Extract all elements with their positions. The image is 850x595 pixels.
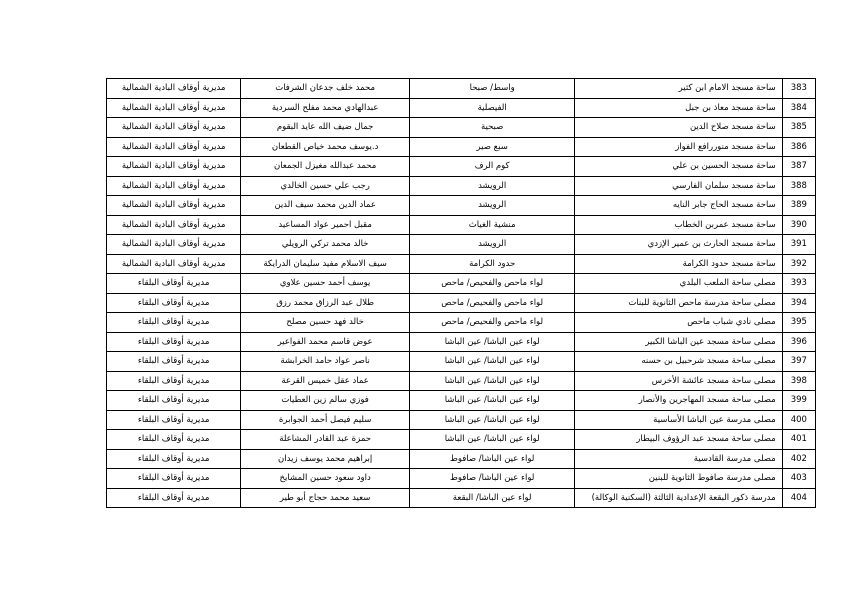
table-row [107,332,816,352]
directorate-cell: مديرية أوقاف البلقاء [107,449,241,469]
location-cell: لواء عين الباشا/ البقعة [409,488,574,508]
table-row [107,254,816,274]
directorate-cell: مديرية أوقاف البلقاء [107,391,241,411]
directorate-cell: مديرية أوقاف البلقاء [107,293,241,313]
responsible-person-cell: محمد عبدالله مغيزل الجمعان [241,157,410,177]
responsible-person-cell: محمد خلف جدعان الشرفات [241,79,410,99]
row-number-cell: 399 [782,391,815,411]
site-name-cell: مصلى ساحة مدرسة ماحص الثانوية للبنات [575,293,782,313]
site-name-cell: ساحة مسجد صلاح الدين [575,118,782,138]
table-row [107,137,816,157]
row-number-cell: 393 [782,274,815,294]
responsible-person-cell: جمال ضيف الله عايد البقوم [241,118,410,138]
location-cell: سبع صير [409,137,574,157]
responsible-person-cell: داود سعود حسين المشايخ [241,469,410,489]
table-row [107,235,816,255]
row-number-cell: 396 [782,332,815,352]
table-row [107,391,816,411]
location-cell: لواء عين الباشا/ عين الباشا [409,371,574,391]
responsible-person-cell: د.يوسف محمد خياص القطعان [241,137,410,157]
site-name-cell: ساحة مسجد معاذ بن جبل [575,98,782,118]
row-number-cell: 385 [782,118,815,138]
table-row [107,430,816,450]
responsible-person-cell: عماد الدين محمد سيف الدين [241,196,410,216]
table-row [107,157,816,177]
directorate-cell: مديرية أوقاف البلقاء [107,430,241,450]
location-cell: لواء عين الباشا/ عين الباشا [409,410,574,430]
location-cell: لواء عين الباشا/ عين الباشا [409,391,574,411]
site-name-cell: مصلى ساحة مسجد المهاجرين والأنصار [575,391,782,411]
directorate-cell: مديرية أوقاف البادية الشمالية [107,235,241,255]
site-name-cell: مصلى مدرسة صافوط الثانوية للبنين [575,469,782,489]
location-cell: لواء ماحص والفحيص/ ماحص [409,274,574,294]
row-number-cell: 383 [782,79,815,99]
location-cell: لواء ماحص والفحيص/ ماحص [409,313,574,333]
row-number-cell: 403 [782,469,815,489]
site-name-cell: مصلى نادي شباب ماحص [575,313,782,333]
site-name-cell: مصلى مدرسة عين الباشا الأساسية [575,410,782,430]
row-number-cell: 384 [782,98,815,118]
row-number-cell: 395 [782,313,815,333]
location-cell: لواء عين الباشا/ عين الباشا [409,430,574,450]
responsible-person-cell: فوزي سالم زين العطيات [241,391,410,411]
table-row [107,176,816,196]
site-name-cell: ساحة مسجد سلمان الفارسي [575,176,782,196]
responsible-person-cell: سعيد محمد حجاج أبو طير [241,488,410,508]
table-row [107,274,816,294]
responsible-person-cell: مقبل احمير عواد المساعيد [241,215,410,235]
responsible-person-cell: إبراهيم محمد يوسف زيدان [241,449,410,469]
directorate-cell: مديرية أوقاف البادية الشمالية [107,157,241,177]
site-name-cell: مصلى ساحة مسجد عبد الرؤوف البيطار [575,430,782,450]
location-cell: كوم الرف [409,157,574,177]
site-name-cell: ساحة مسجد الحسين بن علي [575,157,782,177]
site-name-cell: مصلى ساحة مسجد عائشة الأخرس [575,371,782,391]
location-cell: لواء عين الباشا/ عين الباشا [409,332,574,352]
directorate-cell: مديرية أوقاف البلقاء [107,371,241,391]
directorate-cell: مديرية أوقاف البادية الشمالية [107,79,241,99]
table-row [107,196,816,216]
directorate-cell: مديرية أوقاف البادية الشمالية [107,254,241,274]
location-cell: حدود الكرامة [409,254,574,274]
location-cell: منشية الغياث [409,215,574,235]
responsible-person-cell: يوسف أحمد حسين علاوي [241,274,410,294]
directorate-cell: مديرية أوقاف البادية الشمالية [107,137,241,157]
site-name-cell: ساحة مسجد الامام ابن كثير [575,79,782,99]
table-row [107,352,816,372]
directorate-cell: مديرية أوقاف البادية الشمالية [107,215,241,235]
table-row [107,488,816,508]
directorate-cell: مديرية أوقاف البادية الشمالية [107,98,241,118]
site-name-cell: مصلى ساحة مسجد عين الباشا الكبير [575,332,782,352]
location-cell: الفيصلية [409,98,574,118]
table-row [107,313,816,333]
responsible-person-cell: خالد محمد تركي الرويلي [241,235,410,255]
responsible-person-cell: خالد فهد حسين مصلح [241,313,410,333]
directorate-cell: مديرية أوقاف البلقاء [107,313,241,333]
row-number-cell: 389 [782,196,815,216]
row-number-cell: 387 [782,157,815,177]
table-row [107,118,816,138]
table-row [107,371,816,391]
responsible-person-cell: عوض قاسم محمد الفواعير [241,332,410,352]
row-number-cell: 404 [782,488,815,508]
table-row [107,79,816,99]
directorate-cell: مديرية أوقاف البلقاء [107,410,241,430]
row-number-cell: 386 [782,137,815,157]
table-row [107,449,816,469]
site-name-cell: مصلى ساحة مسجد شرحبيل بن حسنه [575,352,782,372]
directorate-cell: مديرية أوقاف البلقاء [107,488,241,508]
site-name-cell: ساحة مسجد الحاج جابر النايه [575,196,782,216]
site-name-cell: ساحة مسجد حدود الكرامة [575,254,782,274]
table-body [107,79,816,508]
table-row [107,215,816,235]
table-row [107,98,816,118]
responsible-person-cell: عماد عقل خميس القرعة [241,371,410,391]
responsible-person-cell: حمزة عبد القادر المشاعلة [241,430,410,450]
responsible-person-cell: عبدالهادي محمد مفلح السردية [241,98,410,118]
site-name-cell: ساحة مسجد منوررافع الفواز [575,137,782,157]
directorate-cell: مديرية أوقاف البادية الشمالية [107,176,241,196]
site-name-cell: مصلى مدرسة القادسية [575,449,782,469]
location-cell: لواء عين الباشا/ صافوط [409,449,574,469]
directorate-cell: مديرية أوقاف البلقاء [107,274,241,294]
row-number-cell: 392 [782,254,815,274]
location-cell: الرويشد [409,196,574,216]
location-cell: الرويشد [409,235,574,255]
mosques-table [106,78,816,508]
table-row [107,293,816,313]
location-cell: الرويشد [409,176,574,196]
directorate-cell: مديرية أوقاف البلقاء [107,332,241,352]
row-number-cell: 394 [782,293,815,313]
location-cell: لواء ماحص والفحيص/ ماحص [409,293,574,313]
row-number-cell: 390 [782,215,815,235]
directorate-cell: مديرية أوقاف البادية الشمالية [107,196,241,216]
directorate-cell: مديرية أوقاف البلقاء [107,352,241,372]
site-name-cell: مدرسة ذكور البقعة الإعدادية الثالثة (السكنية الوكالة) [575,488,782,508]
directorate-cell: مديرية أوقاف البلقاء [107,469,241,489]
responsible-person-cell: رجب علي حسين الخالدي [241,176,410,196]
responsible-person-cell: ناصر عواد حامد الخرابشة [241,352,410,372]
row-number-cell: 398 [782,371,815,391]
location-cell: لواء عين الباشا/ عين الباشا [409,352,574,372]
row-number-cell: 401 [782,430,815,450]
row-number-cell: 400 [782,410,815,430]
site-name-cell: ساحة مسجد عمربن الخطاب [575,215,782,235]
row-number-cell: 388 [782,176,815,196]
table-row [107,410,816,430]
row-number-cell: 397 [782,352,815,372]
responsible-person-cell: سليم فيصل أحمد الجوابرة [241,410,410,430]
location-cell: واسط/ صبحا [409,79,574,99]
responsible-person-cell: طلال عبد الرزاق محمد رزق [241,293,410,313]
row-number-cell: 391 [782,235,815,255]
site-name-cell: ساحة مسجد الحارث بن عمير الإزدي [575,235,782,255]
table-row [107,469,816,489]
location-cell: لواء عين الباشا/ صافوط [409,469,574,489]
location-cell: صبحية [409,118,574,138]
directorate-cell: مديرية أوقاف البادية الشمالية [107,118,241,138]
row-number-cell: 402 [782,449,815,469]
site-name-cell: مصلى ساحة الملعب البلدي [575,274,782,294]
responsible-person-cell: سيف الاسلام مفيد سليمان الدرايكة [241,254,410,274]
